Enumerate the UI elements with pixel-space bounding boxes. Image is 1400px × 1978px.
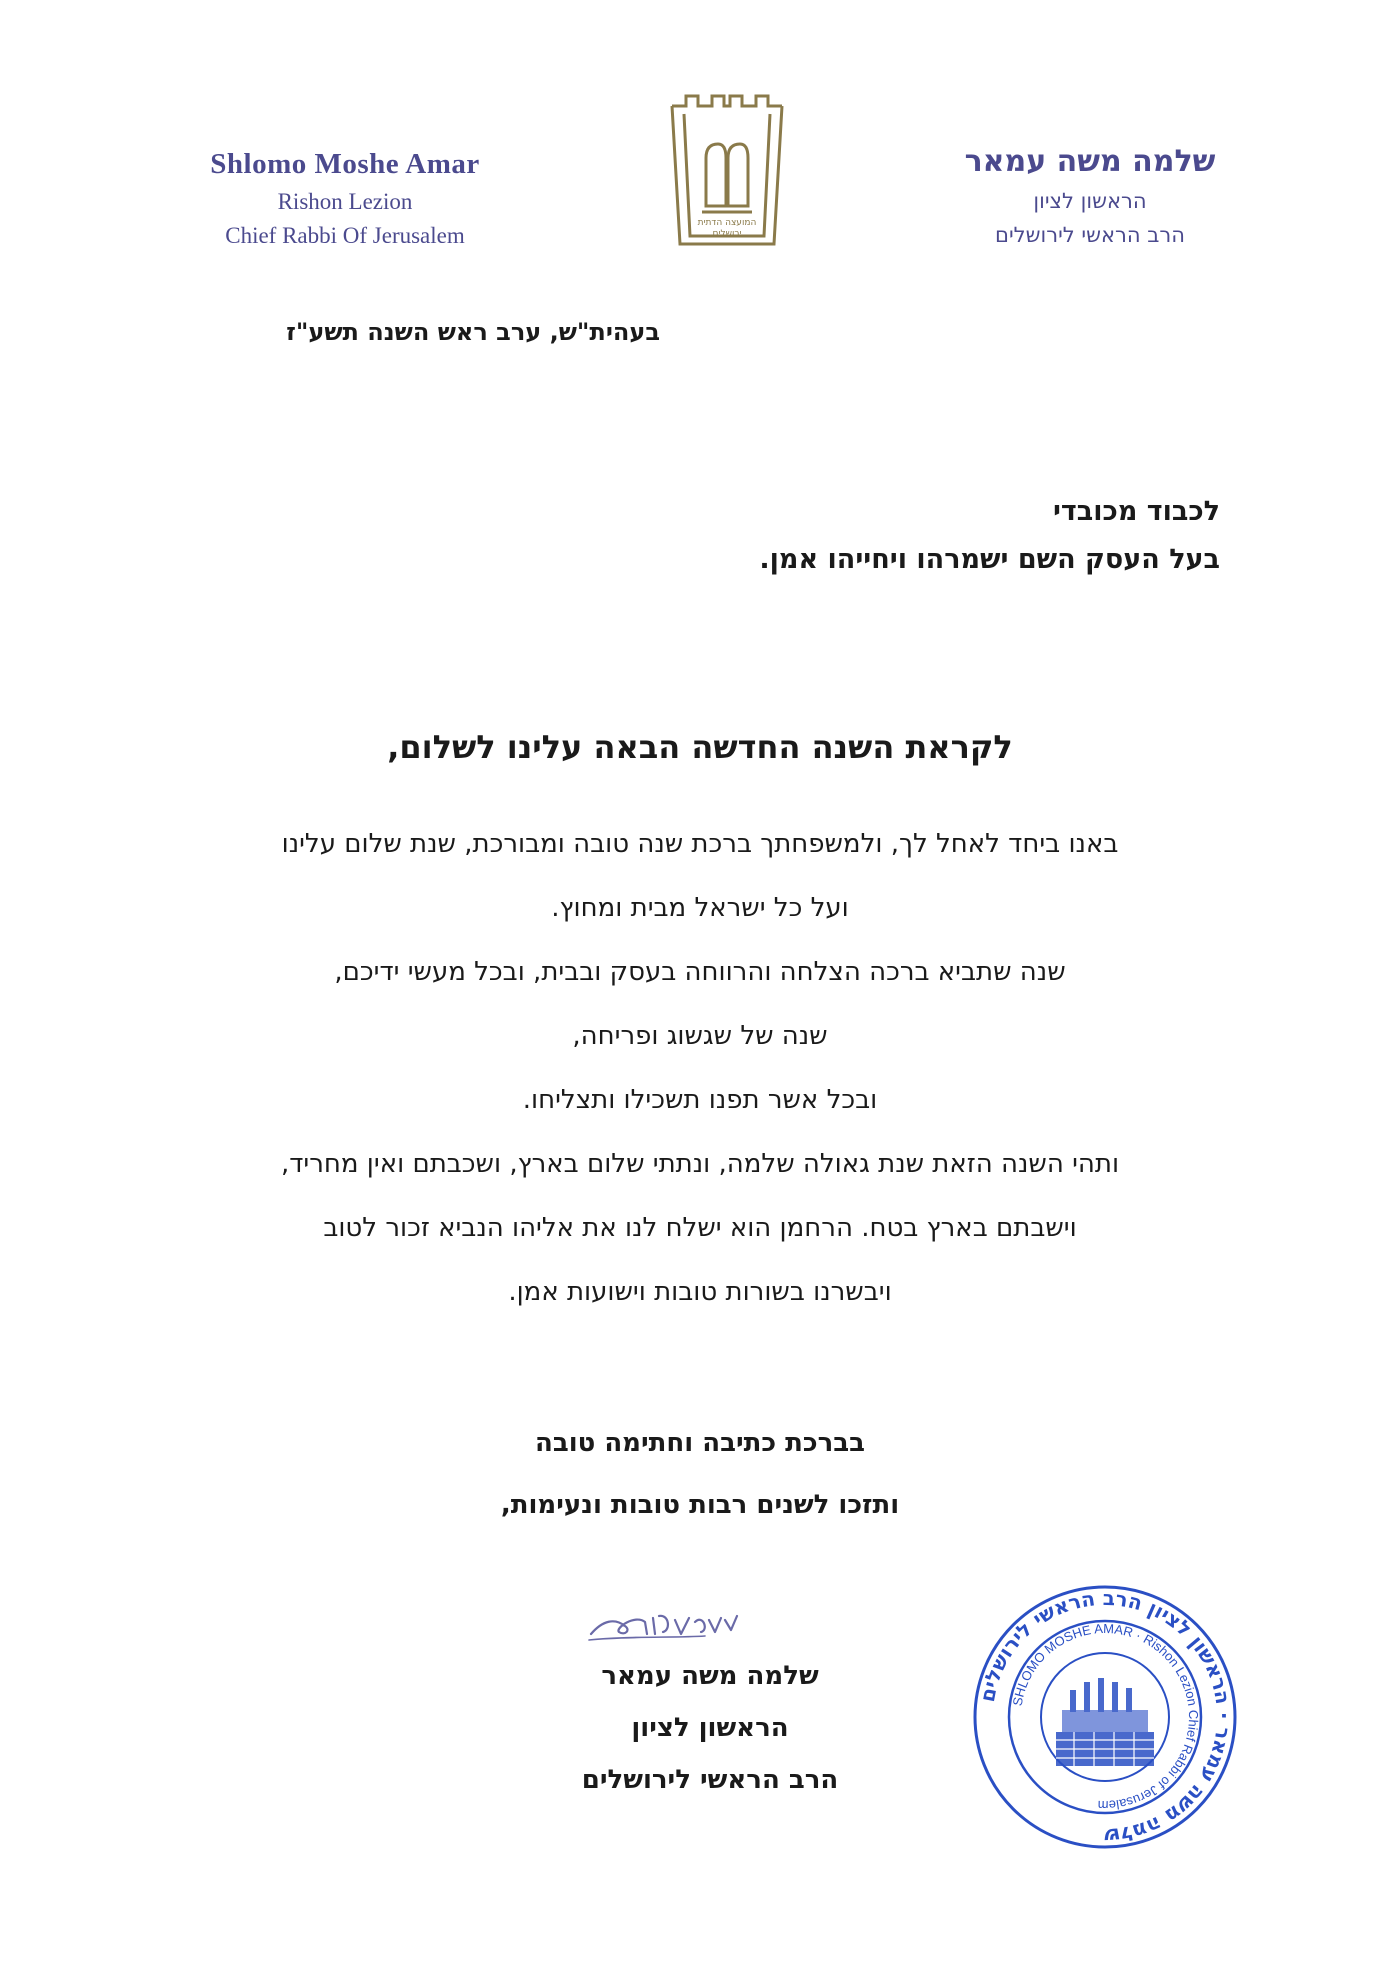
body-line: ותהי השנה הזאת שנת גאולה שלמה, ונתתי שלום בארץ, ושכבתם ואין מחריד, xyxy=(280,1149,1120,1179)
body-line: ויבשרנו בשורות טובות וישועות אמן. xyxy=(508,1277,892,1307)
addressee-line1: לכבוד מכובדי xyxy=(1052,496,1220,527)
emblem-text-line1: המועצה הדתית xyxy=(697,218,757,228)
body-line: וישבתם בארץ בטח. הרחמן הוא ישלח לנו את אליהו הנביא זכור לטוב xyxy=(323,1213,1077,1243)
signature-name: שלמה משה עמאר xyxy=(601,1661,819,1691)
body-line: ועל כל ישראל מבית ומחוץ. xyxy=(551,893,849,923)
signature-title2: הרב הראשי לירושלים xyxy=(581,1765,839,1795)
addressee-block xyxy=(560,488,1220,584)
stamp-outer-text: שלמה משה עמאר · הראשון לציון הרב הראשי לירושלים xyxy=(975,1585,1237,1849)
addressee-line2: בעל העסק השם ישמרהו ויחייהו אמן. xyxy=(759,544,1220,575)
letterhead-english-name: Shlomo Moshe Amar xyxy=(210,148,480,180)
body-line: באנו ביחד לאחל לך, ולמשפחתך ברכת שנה טובה ומבורכת, שנת שלום עלינו xyxy=(281,829,1119,859)
letterhead-english-title1: Rishon Lezion xyxy=(277,189,413,214)
body-line: שנה של שגשוג ופריחה, xyxy=(572,1021,828,1051)
letterhead-hebrew-title1: הראשון לציון xyxy=(1033,189,1147,213)
stamp-inner-text: SHLOMO MOSHE AMAR · Rishon Lezion Chief Rabbi of Jerusalem xyxy=(1009,1620,1202,1814)
body-line: ובכל אשר תפנו תשכילו ותצליחו. xyxy=(522,1085,878,1115)
body-line: שנה שתביא ברכה הצלחה והרווחה בעסק ובבית, ובכל מעשי ידיכם, xyxy=(334,957,1066,987)
signature-block xyxy=(540,1650,880,1806)
closing-line1: בברכת כתיבה וחתימה טובה xyxy=(534,1428,866,1458)
official-stamp-seal xyxy=(970,1582,1240,1852)
letterhead-hebrew-title2: הרב הראשי לירושלים xyxy=(995,223,1185,247)
handwritten-signature xyxy=(585,1600,745,1650)
letter-body xyxy=(210,812,1190,1324)
letterhead-english-title2: Chief Rabbi Of Jerusalem xyxy=(225,223,465,248)
letterhead-hebrew xyxy=(940,144,1240,247)
letter-heading: לקראת השנה החדשה הבאה עלינו לשלום, xyxy=(387,728,1013,766)
signature-title1: הראשון לציון xyxy=(631,1713,789,1743)
religious-council-emblem-icon xyxy=(662,94,792,254)
emblem-text-line2: ירושלים xyxy=(712,229,742,239)
letterhead-hebrew-name: שלמה משה עמאר xyxy=(964,144,1216,179)
letter-date: בעהית"ש, ערב ראש השנה תשע"ז xyxy=(286,318,660,346)
letterhead-english xyxy=(150,148,540,249)
closing-blessing xyxy=(400,1412,1000,1536)
closing-line2: ותזכו לשנים רבות טובות ונעימות, xyxy=(500,1490,900,1520)
